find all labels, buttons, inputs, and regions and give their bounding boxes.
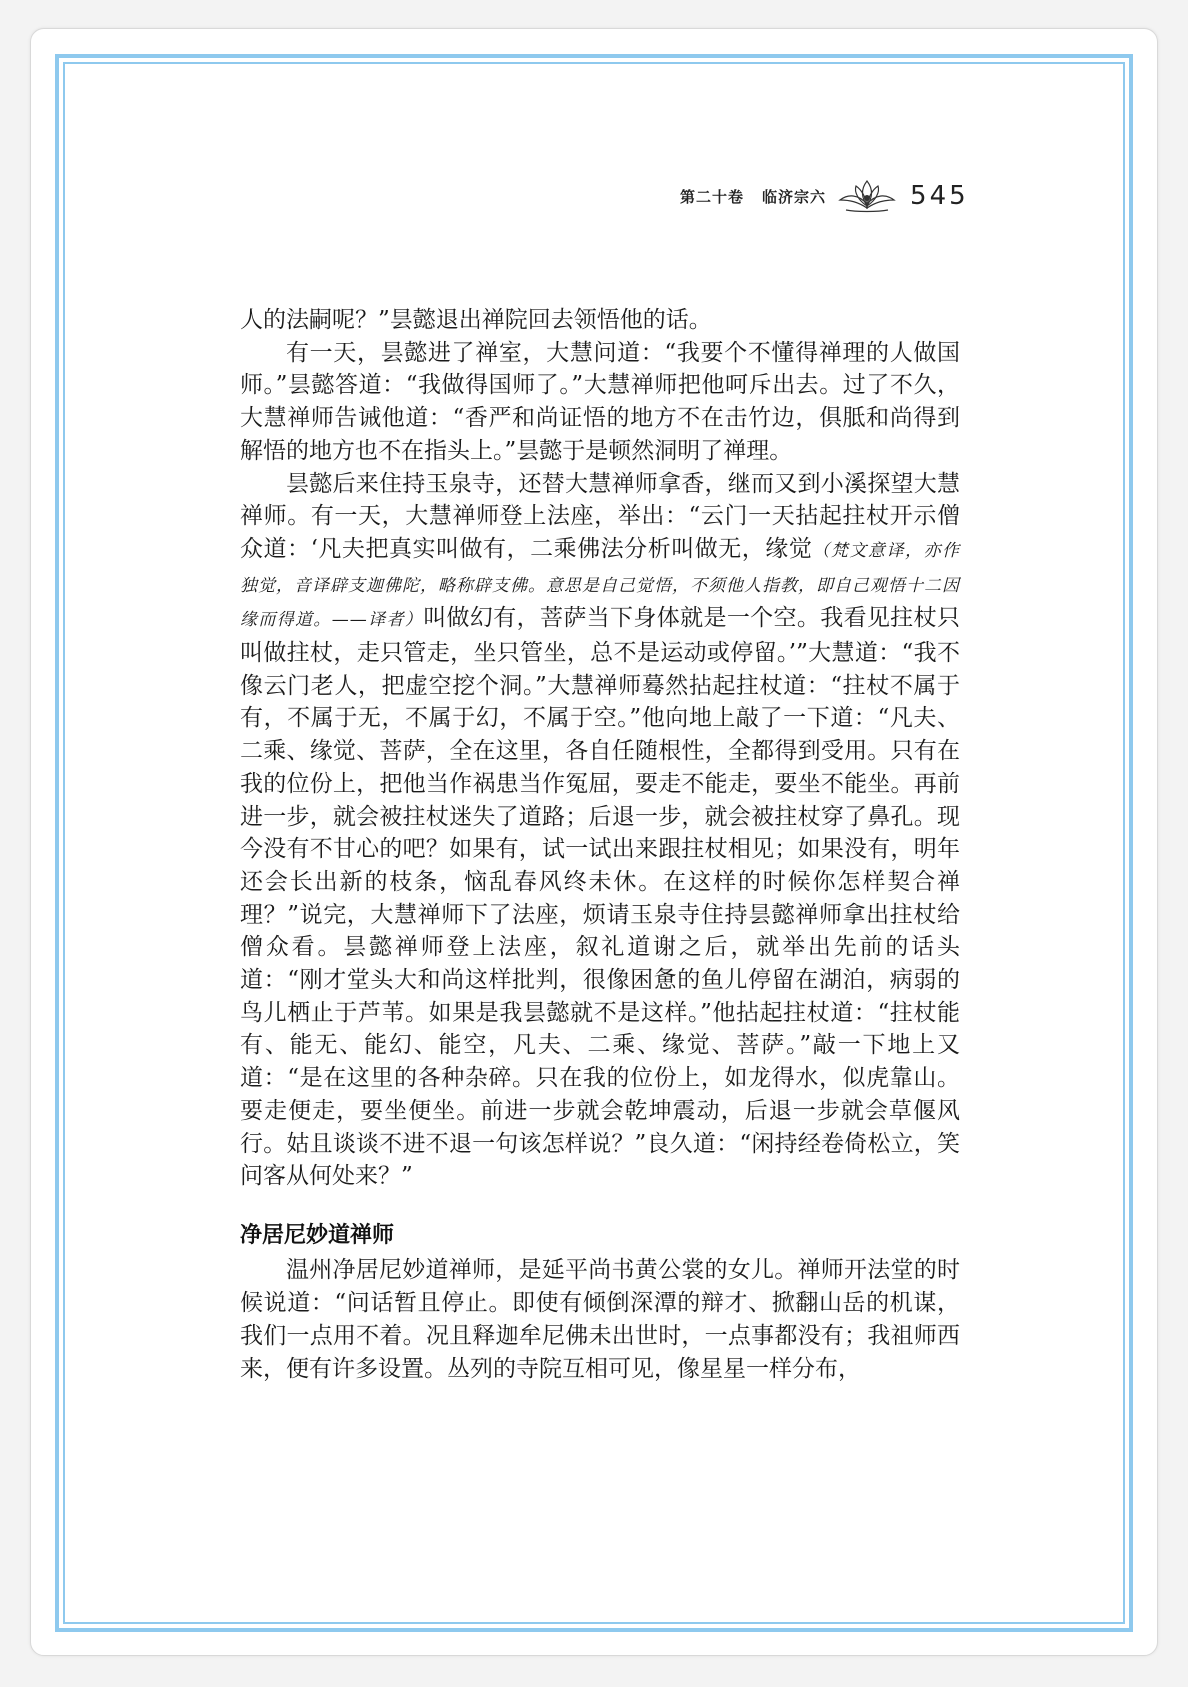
volume-label: 第二十卷 [680,187,745,206]
running-header [680,176,1020,216]
paragraph-3-part-a: 昙懿后来住持玉泉寺，还替大慧禅师拿香，继而又到小溪探望大慧禅师。有一天，大慧禅师登上法座，举出：“云门一天拈起拄杖开示僧众道：‘凡夫把真实叫做有，二乘佛法分析叫做无，缘觉 [240,470,960,562]
lotus-ornament-icon [836,178,898,214]
paragraph-1: 人的法嗣呢？”昙懿退出禅院回去领悟他的话。 [240,307,712,333]
paragraph-3 [240,468,960,1193]
paragraph-2: 有一天，昙懿进了禅室，大慧问道：“我要个不懂得禅理的人做国师。”昙懿答道：“我做得国师了。”大慧禅师把他呵斥出去。过了不久，大慧禅师告诫他道：“香严和尚证悟的地方不在击竹边，俱胝和尚得到解悟的地方也不在指头上。”昙懿于是顿然洞明了禅理。 [240,339,960,464]
translator-note: （梵文意译，亦作独觉，音译辟支迦佛陀，略称辟支佛。意思是自己觉悟，不须他人指教，即自己观悟十二因缘而得道。——译者） [240,540,961,631]
section-heading: 净居尼妙道禅师 [240,1223,395,1248]
paragraph-3-part-b: 叫做幻有，菩萨当下身体就是一个空。我看见拄杖只叫做拄杖，走只管走，坐只管坐，总不是运动或停留。’”大慧道：“我不像云门老人，把虚空挖个洞。”大慧禅师蓦然拈起拄杖道：“拄杖不属于有，不属于无，不属于幻，不属于空。”他向地上敲了一下道：“凡夫、二乘、缘觉、菩萨，全在这里，各自任随根性，全都得到受用。只有在我的位份上，把他当作祸患当作冤屈，要走不能走，要坐不能坐。再前进一步，就会被拄杖迷失了道路；后退一步，就会被拄杖穿了鼻孔。现今没有不甘心的吧？如果有，试一试出来跟拄杖相见；如果没有，明年还会长出新的枝条，恼乱春风终未休。在这样的时候你怎样契合禅理？”说完，大慧禅师下了法座，烦请玉泉寺住持昙懿禅师拿出拄杖给僧众看。昙懿禅师登上法座，叙礼道谢之后，就举出先前的话头道：“刚才堂头大和尚这样批判，很像困惫的鱼儿停留在湖泊，病弱的鸟儿栖止于芦苇。如果是我昙懿就不是这样。”他拈起拄杖道：“拄杖能有、能无、能幻、能空，凡夫、二乘、缘觉、菩萨。”敲一下地上又道：“是在这里的各种杂碎。只在我的位份上，如龙得水，似虎靠山。要走便走，要坐便坐。前进一步就会乾坤震动，后退一步就会草偃风行。姑且谈谈不进不退一句该怎样说？”良久道：“闲持经卷倚松立，笑问客从何处来？” [240,605,961,1190]
section-text [240,1254,960,1386]
page-number: 545 [910,181,969,211]
section-paragraph-1: 温州净居尼妙道禅师，是延平尚书黄公裳的女儿。禅师开法堂的时候说道：“问话暂且停止。即使有倾倒深潭的辩才、掀翻山岳的机谋，我们一点用不着。况且释迦牟尼佛未出世时，一点事都没有；我祖师西来，便有许多设置。丛列的寺院互相可见，像星星一样分布， [240,1257,960,1382]
body-text [240,304,960,1193]
chapter-label: 临济宗六 [762,187,827,206]
